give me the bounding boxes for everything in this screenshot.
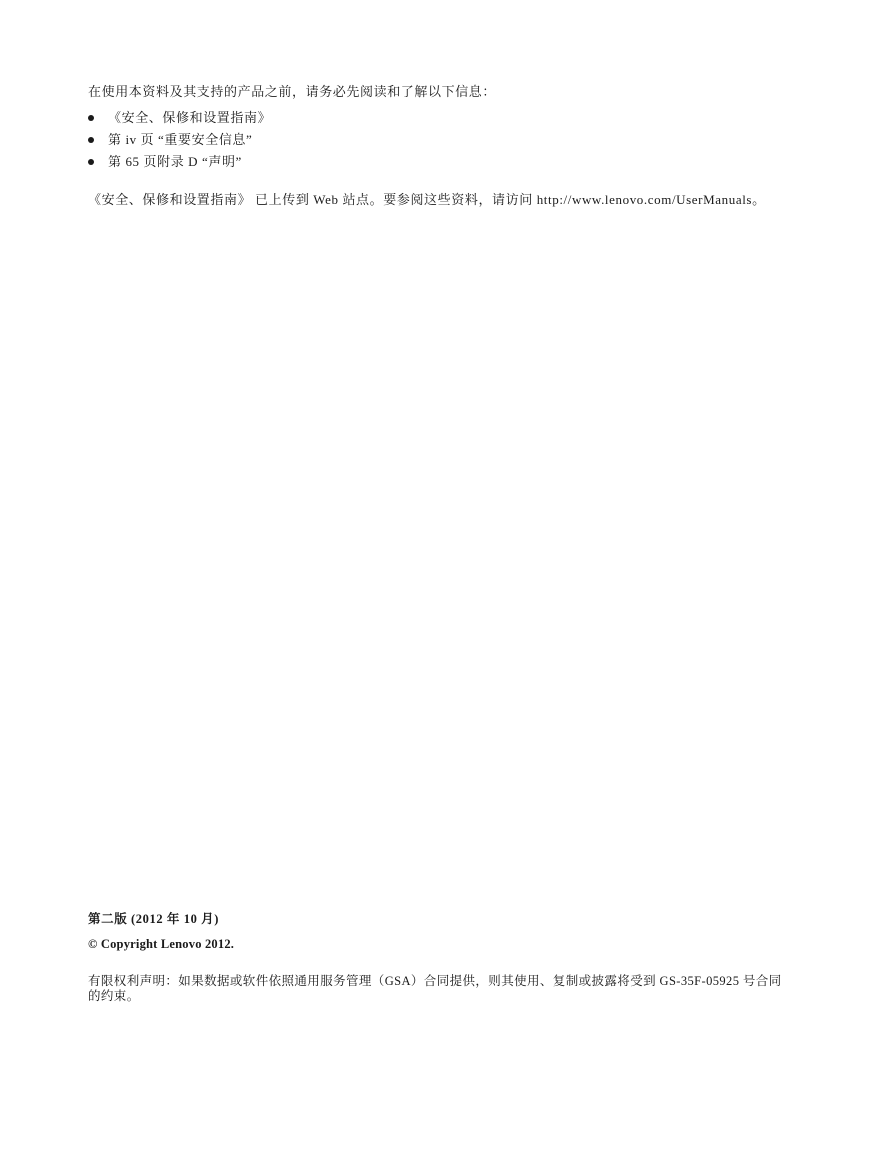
edition-line: 第二版 (2012 年 10 月) [88, 912, 220, 926]
list-item [88, 129, 271, 151]
bullet-icon [88, 115, 94, 121]
bullet-icon [88, 137, 94, 143]
list-item-text: 第 65 页附录 D “声明” [108, 154, 242, 169]
web-note-paragraph: 《安全、保修和设置指南》 已上传到 Web 站点。要参阅这些资料，请访问 http://www.lenovo.com/UserManuals。 [88, 192, 766, 207]
intro-text: 在使用本资料及其支持的产品之前，请务必先阅读和了解以下信息： [88, 84, 497, 99]
restricted-rights-notice: 有限权利声明：如果数据或软件依照通用服务管理（GSA）合同提供，则其使用、复制或披露将受到 GS-35F-05925 号合同的约束。 [88, 974, 782, 1003]
list-item [88, 107, 271, 129]
copyright-line: © Copyright Lenovo 2012. [88, 937, 235, 951]
list-item-text: 第 iv 页 “重要安全信息” [108, 132, 253, 147]
required-reading-list [88, 107, 271, 173]
bullet-icon [88, 159, 94, 165]
list-item [88, 151, 271, 173]
list-item-text: 《安全、保修和设置指南》 [108, 110, 272, 125]
